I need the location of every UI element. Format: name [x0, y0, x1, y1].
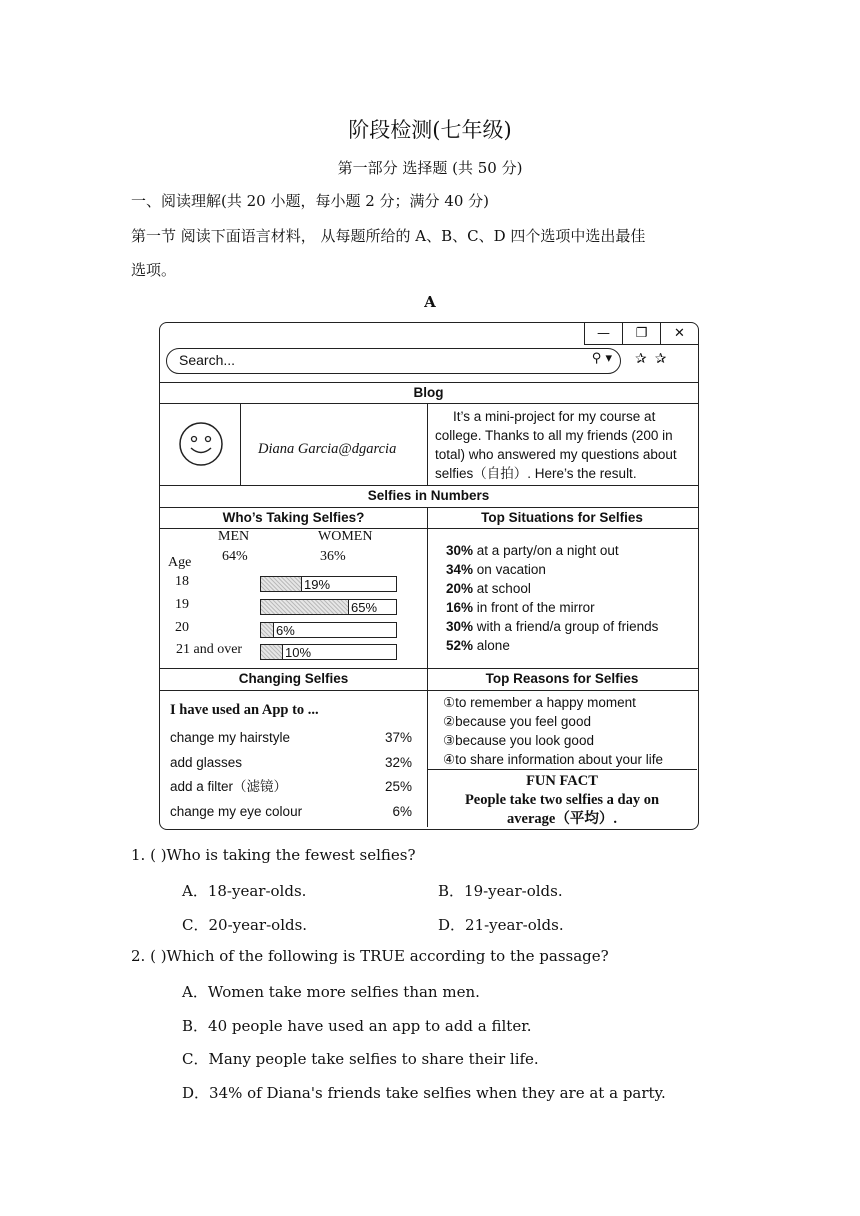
passage-label: A — [424, 293, 436, 311]
age-bar — [260, 622, 397, 638]
q2-option-a[interactable]: A．Women take more selfies than men. — [182, 983, 480, 1001]
age-bar — [260, 576, 397, 592]
age-bar — [260, 599, 397, 615]
minimize-icon[interactable]: — — [584, 323, 622, 345]
situations-list — [446, 541, 658, 655]
women-percent: 36% — [320, 549, 346, 564]
age-bar-percent: 10% — [285, 645, 312, 660]
men-label: MEN — [218, 529, 250, 544]
reason-item: ②because you feel good — [443, 714, 591, 729]
situation-item: 30% at a party/on a night out — [446, 543, 619, 558]
intro-text — [435, 407, 677, 483]
age-bar-percent: 6% — [276, 623, 295, 638]
age-bar — [260, 644, 397, 660]
app-intro: I have used an App to ... — [170, 702, 319, 718]
fun-fact-title: FUN FACT — [526, 773, 598, 789]
intro-line: It’s a mini-project for my course at — [453, 409, 656, 424]
age-row-label: 19 — [175, 597, 189, 612]
restore-icon[interactable]: ❐ — [622, 323, 660, 345]
browser-window — [159, 322, 699, 830]
instruction-line-2: 选项。 — [131, 261, 177, 279]
q1-option-d[interactable]: D．21-year-olds. — [438, 916, 564, 934]
q1-option-a[interactable]: A．18-year-olds. — [182, 882, 307, 900]
part-heading: 第一部分 选择题 (共 50 分) — [337, 159, 523, 177]
instruction-line-1: 第一节 阅读下面语言材料， 从每题所给的 A、B、C、D 四个选项中选出最佳 — [131, 227, 646, 245]
search-placeholder: Search... — [179, 352, 236, 368]
question-2-stem: 2. ( )Which of the following is TRUE according to the passage? — [131, 947, 609, 965]
age-row-label: 18 — [175, 574, 189, 589]
reasons-header: Top Reasons for Selfies — [485, 671, 639, 686]
q2-option-c[interactable]: C．Many people take selfies to share their life. — [182, 1050, 539, 1068]
change-item: change my hairstyle 37% — [170, 730, 412, 745]
age-row-label: 20 — [175, 620, 189, 635]
close-icon[interactable]: ✕ — [660, 323, 698, 345]
age-bar-percent: 19% — [304, 577, 331, 592]
favorite-star-icon[interactable]: ✰ — [635, 351, 655, 367]
who-header: Who’s Taking Selfies? — [222, 510, 365, 525]
change-item: change my eye colour 6% — [170, 803, 412, 819]
age-bar-fill — [261, 600, 349, 614]
intro-line: selfies（自拍）. Here’s the result. — [435, 466, 637, 481]
situations-header: Top Situations for Selfies — [481, 510, 643, 525]
men-percent: 64% — [222, 549, 248, 564]
women-label: WOMEN — [318, 529, 373, 544]
age-bar-fill — [261, 577, 302, 591]
intro-line: college. Thanks to all my friends (200 in — [435, 428, 673, 443]
page-title: 阶段检测(七年级) — [348, 118, 512, 142]
reason-item: ④to share information about your life — [443, 752, 663, 767]
reason-item: ①to remember a happy moment — [443, 695, 636, 710]
q2-option-b[interactable]: B．40 people have used an app to add a filter. — [182, 1017, 532, 1035]
q2-option-d[interactable]: D．34% of Diana's friends take selfies when they are at a party. — [182, 1084, 666, 1102]
change-item: add a filter（滤镜） 25% — [170, 779, 412, 794]
situation-item: 52% alone — [446, 638, 510, 653]
situation-item: 34% on vacation — [446, 562, 546, 577]
numbers-header: Selfies in Numbers — [367, 488, 490, 503]
section-heading: 一、阅读理解(共 20 小题，每小题 2 分；满分 40 分) — [131, 192, 490, 210]
age-bar-fill — [261, 623, 274, 637]
situation-item: 30% with a friend/a group of friends — [446, 619, 659, 634]
author-handle: Diana Garcia@dgarcia — [258, 441, 397, 457]
search-icon[interactable]: ⚲ — [591, 351, 602, 366]
q1-option-c[interactable]: C．20-year-olds. — [182, 916, 308, 934]
search-input[interactable] — [166, 348, 621, 374]
change-item: add glasses 32% — [170, 754, 412, 770]
q1-option-b[interactable]: B．19-year-olds. — [438, 882, 563, 900]
situation-item: 20% at school — [446, 581, 531, 596]
changing-header: Changing Selfies — [238, 671, 349, 686]
smiley-avatar-icon — [178, 421, 224, 467]
reason-item: ③because you look good — [443, 733, 594, 748]
fun-fact — [427, 772, 697, 829]
chevron-down-icon[interactable]: ▾ — [605, 351, 612, 366]
age-bar-percent: 65% — [351, 600, 378, 615]
question-1-stem: 1. ( )Who is taking the fewest selfies? — [131, 846, 416, 864]
age-bar-fill — [261, 645, 283, 659]
favorites-list-icon[interactable]: ✰ — [654, 351, 675, 367]
window-controls — [584, 323, 698, 345]
reasons-list — [443, 693, 663, 769]
situation-item: 16% in front of the mirror — [446, 600, 595, 615]
changes-list — [170, 726, 412, 824]
blog-header: Blog — [413, 385, 444, 400]
fun-fact-line: People take two selfies a day on — [464, 792, 660, 808]
fun-fact-line: average（平均）. — [507, 811, 617, 827]
intro-line: total) who answered my questions about — [435, 447, 677, 462]
age-row-label: 21 and over — [176, 642, 243, 657]
age-label: Age — [168, 555, 192, 570]
